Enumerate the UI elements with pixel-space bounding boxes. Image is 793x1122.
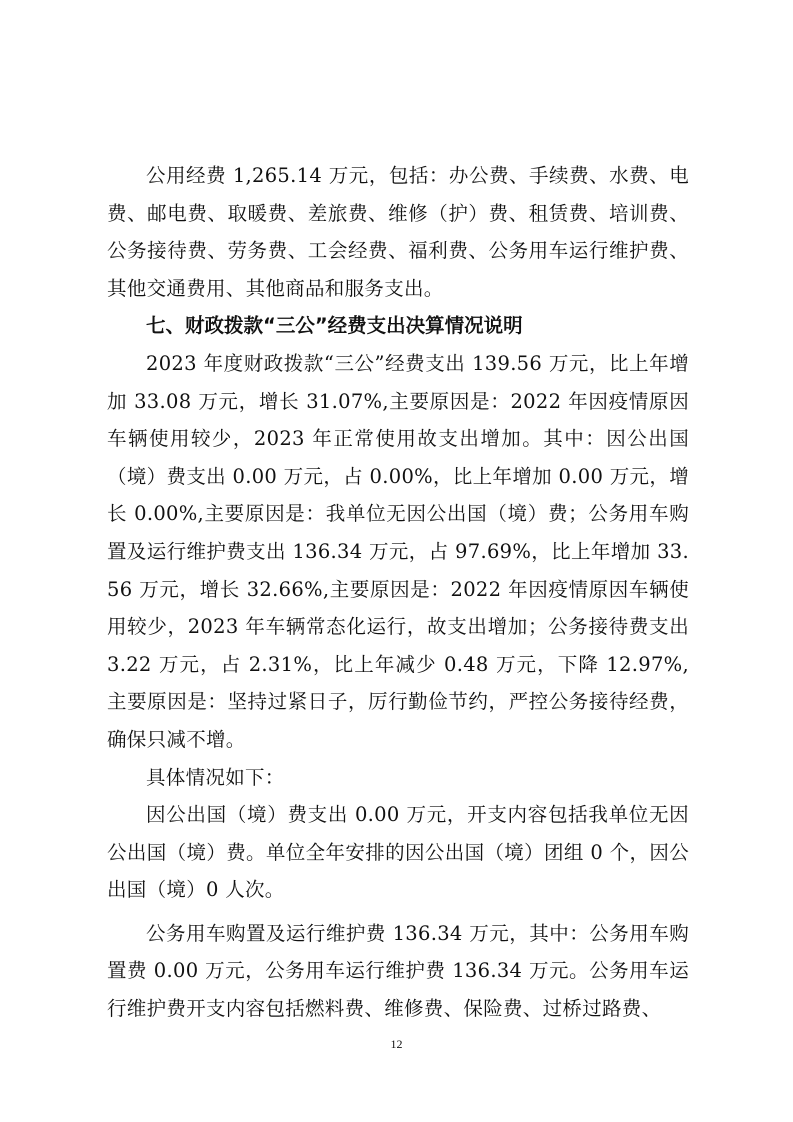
section-heading-three-public-expenses: 七、财政拨款“三公”经费支出决算情况说明 bbox=[146, 314, 523, 338]
paragraph-details-intro: 具体情况如下： bbox=[146, 765, 285, 789]
page-number: 12 bbox=[390, 1037, 403, 1051]
paragraph-official-vehicles: 公务用车购置及运行维护费 136.34 万元，其中：公务用车购置费 0.00 万元，公务用车运行维护费 136.34 万元。公务用车运行维护费开支内容包括燃料费、维修费、保险费、过桥过路费、 bbox=[107, 921, 689, 1021]
document-body bbox=[107, 157, 689, 1028]
paragraph-three-public-summary: 2023 年度财政拨款“三公”经费支出 139.56 万元，比上年增加 33.08 万元，增长 31.07%,主要原因是：2022 年因疫情原因车辆使用较少，2023 年正常使用故支出增加。其中：因公出国（境）费支出 0.00 万元，占 0.00%，比上年增加 0.00 万元，增长 0.00%,主要原因是：我单位无因公出国（境）费；公务用车购置及运行维护费支出 136.34 万元，占 97.69%，比上年增加 33.56 万元，增长 32.66%,主要原因是：2022 年因疫情原因车辆使用较少，2023 年车辆常态化运行，故支出增加；公务接待费支出 3.22 万元，占 2.31%，比上年减少 0.48 万元，下降 12.97%,主要原因是：坚持过紧日子，厉行勤俭节约，严控公务接待经费，确保只减不增。 bbox=[107, 351, 689, 751]
paragraph-public-expenses: 公用经费 1,265.14 万元，包括：办公费、手续费、水费、电费、邮电费、取暖费、差旅费、维修（护）费、租赁费、培训费、公务接待费、劳务费、工会经费、福利费、公务用车运行维护费、其他交通费用、其他商品和服务支出。 bbox=[107, 164, 689, 300]
paragraph-overseas-travel: 因公出国（境）费支出 0.00 万元，开支内容包括我单位无因公出国（境）费。单位全年安排的因公出国（境）团组 0 个，因公出国（境）0 人次。 bbox=[107, 803, 689, 902]
